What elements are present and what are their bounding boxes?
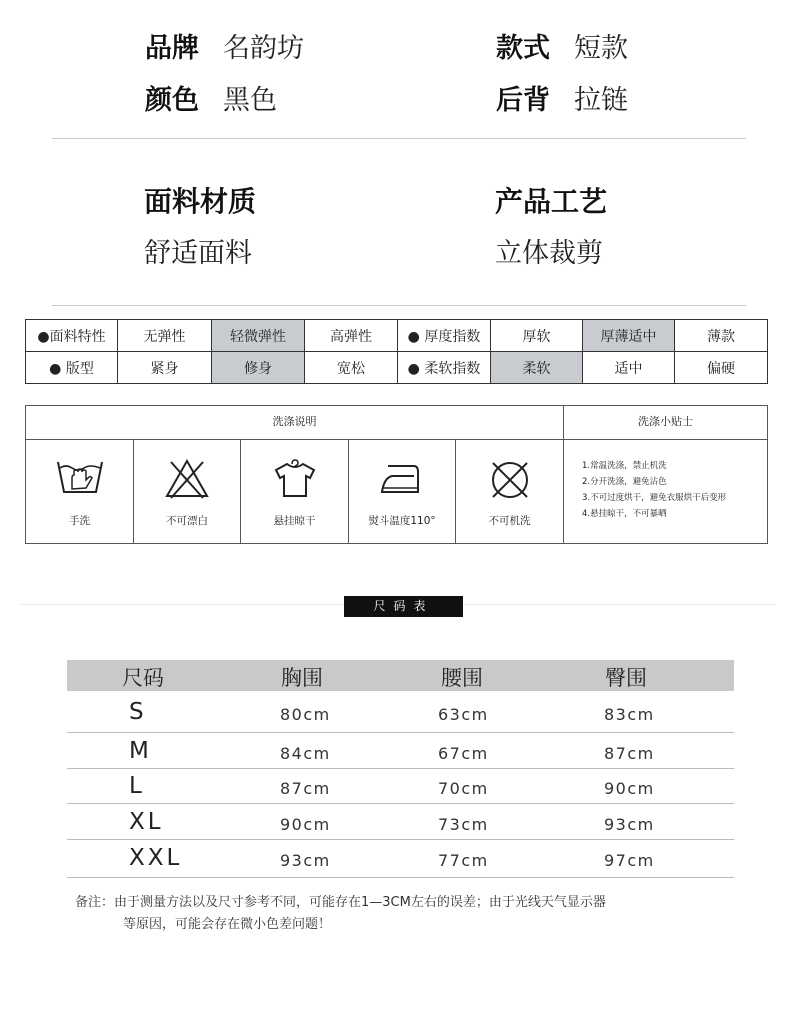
- hip-cell: 90cm: [604, 779, 655, 798]
- hip-cell: 87cm: [604, 744, 655, 763]
- table-cell: ● 厚度指数: [398, 320, 491, 352]
- waist-cell: 63cm: [438, 705, 489, 724]
- waist-cell: 73cm: [438, 815, 489, 834]
- table-cell-selected: 厚薄适中: [583, 320, 675, 352]
- craft-label: 产品工艺: [495, 185, 608, 218]
- table-cell-selected: 柔软: [491, 352, 583, 384]
- chest-cell: 80cm: [280, 705, 331, 724]
- table-cell: 厚软: [491, 320, 583, 352]
- table-row: [67, 697, 734, 733]
- back-value: 拉链: [574, 85, 628, 116]
- style-label: 款式: [496, 33, 550, 64]
- tip-item: 4.悬挂晾干，不可暴晒: [582, 509, 667, 519]
- size-cell: L: [129, 773, 145, 799]
- waist-cell: 77cm: [438, 851, 489, 870]
- table-cell: ●面料特性: [26, 320, 118, 352]
- washing-tips: [582, 458, 726, 522]
- fabric-label: 面料材质: [144, 185, 257, 218]
- header-waist: 腰围: [441, 666, 483, 690]
- care-item-iron: [349, 440, 456, 543]
- table-cell: ● 柔软指数: [398, 352, 491, 384]
- table-cell: 宽松: [305, 352, 398, 384]
- hip-cell: 97cm: [604, 851, 655, 870]
- table-cell: 适中: [583, 352, 675, 384]
- table-row: [67, 807, 734, 843]
- washing-panel: [25, 405, 768, 544]
- table-row: [26, 320, 768, 352]
- table-cell: 高弹性: [305, 320, 398, 352]
- fabric-value: 舒适面料: [144, 238, 252, 269]
- care-item-no-bleach: [134, 440, 241, 543]
- size-chart-title: 尺码表: [344, 596, 463, 617]
- chest-cell: 84cm: [280, 744, 331, 763]
- tip-item: 1.常温洗涤，禁止机洗: [582, 461, 667, 471]
- attribute-table: [25, 319, 768, 384]
- no-machine-wash-icon: [488, 458, 532, 502]
- row-divider: [67, 803, 734, 804]
- care-label: 不可漂白: [166, 515, 208, 527]
- note-line: 等原因，可能会存在微小色差问题！: [123, 917, 332, 932]
- style-value: 短款: [574, 33, 628, 64]
- table-cell: 无弹性: [118, 320, 212, 352]
- table-row: [67, 736, 734, 772]
- chest-cell: 93cm: [280, 851, 331, 870]
- divider: [52, 305, 746, 306]
- hip-cell: 83cm: [604, 705, 655, 724]
- table-row: [67, 843, 734, 879]
- tip-item: 2.分开洗涤，避免沾色: [582, 477, 667, 487]
- back-row: [496, 78, 628, 117]
- row-divider: [67, 877, 734, 878]
- size-cell: XL: [129, 809, 164, 835]
- brand-label: 品牌: [145, 33, 199, 64]
- table-cell: 紧身: [118, 352, 212, 384]
- no-bleach-icon: [164, 458, 210, 500]
- brand-row: [145, 26, 304, 65]
- chest-cell: 87cm: [280, 779, 331, 798]
- header-size: 尺码: [122, 666, 164, 690]
- row-divider: [67, 768, 734, 769]
- table-cell-selected: 轻微弹性: [212, 320, 305, 352]
- style-row: [496, 26, 628, 65]
- iron-icon: [378, 458, 426, 498]
- care-label: 手洗: [69, 515, 90, 527]
- table-cell: ● 版型: [26, 352, 118, 384]
- chest-cell: 90cm: [280, 815, 331, 834]
- color-value: 黑色: [223, 85, 277, 116]
- size-table-header: [67, 660, 734, 691]
- color-row: [145, 78, 277, 117]
- care-item-hand-wash: [26, 440, 134, 543]
- hip-cell: 93cm: [604, 815, 655, 834]
- care-label: 悬挂晾干: [273, 515, 316, 527]
- color-label: 颜色: [145, 85, 199, 116]
- waist-cell: 67cm: [438, 744, 489, 763]
- washing-tips-title: 洗涤小贴士: [564, 406, 767, 440]
- row-divider: [67, 732, 734, 733]
- size-cell: S: [129, 699, 147, 725]
- care-label: 熨斗温度110°: [368, 515, 436, 527]
- care-item-no-machine-wash: [456, 440, 564, 543]
- hand-wash-icon: [55, 458, 105, 498]
- table-row: [67, 771, 734, 807]
- size-note: [75, 892, 606, 936]
- hang-dry-icon: [272, 458, 318, 500]
- care-item-hang-dry: [241, 440, 349, 543]
- craft-value: 立体裁剪: [495, 238, 603, 269]
- waist-cell: 70cm: [438, 779, 489, 798]
- washing-title: 洗涤说明: [26, 406, 564, 440]
- table-cell: 薄款: [675, 320, 768, 352]
- divider: [52, 138, 746, 139]
- brand-value: 名韵坊: [223, 33, 304, 64]
- care-label: 不可机洗: [488, 515, 531, 527]
- header-chest: 胸围: [281, 666, 323, 690]
- back-label: 后背: [496, 85, 550, 116]
- table-cell-selected: 修身: [212, 352, 305, 384]
- table-row: [26, 352, 768, 384]
- note-line: 备注：由于测量方法以及尺寸参考不同，可能存在1—3CM左右的误差；由于光线天气显示器: [75, 895, 606, 910]
- table-cell: 偏硬: [675, 352, 768, 384]
- header-hip: 臀围: [605, 666, 647, 690]
- size-cell: XXL: [129, 845, 183, 871]
- row-divider: [67, 839, 734, 840]
- tip-item: 3.不可过度烘干，避免衣服烘干后变形: [582, 493, 727, 503]
- size-cell: M: [129, 738, 152, 764]
